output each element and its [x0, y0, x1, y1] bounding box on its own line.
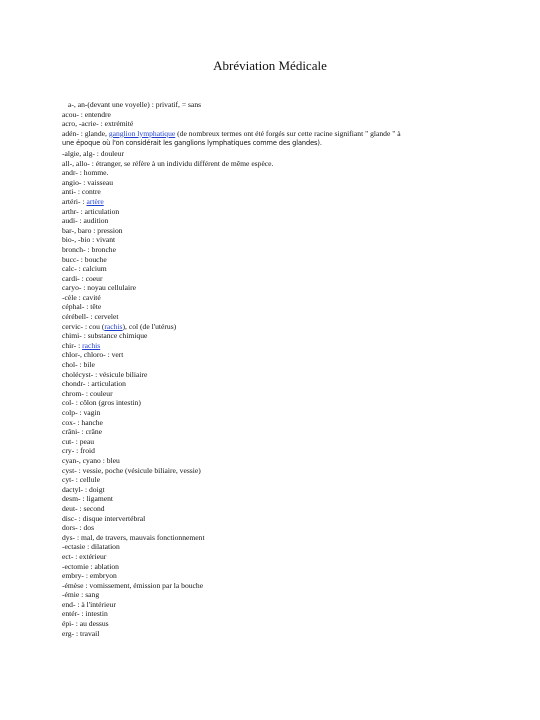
list-item: -émèse : vomissement, émission par la bouche [62, 580, 204, 590]
list-item [62, 341, 502, 351]
list-item: chrom- : couleur [62, 388, 113, 398]
list-item: dors- : dos [62, 523, 95, 533]
entry-continuation: une époque où l'on considérait les ganglions lymphatiques comme des glandes). [62, 139, 322, 148]
list-item: ect- : extérieur [62, 551, 107, 561]
list-item: bucc- : bouche [62, 254, 107, 264]
list-item: end- : à l'intérieur [62, 599, 116, 609]
page-title: Abréviation Médicale [213, 58, 327, 73]
list-item: anti- : contre [62, 187, 101, 197]
list-item: -cèle : cavité [62, 292, 101, 302]
entry-text: cervic- : cou ( [62, 321, 105, 331]
list-item: dactyl- : doigt [62, 484, 105, 494]
list-item: angio- : vaisseau [62, 177, 114, 187]
list-item: col- : côlon (gros intestin) [62, 398, 141, 408]
list-item: céphal- : tête [62, 302, 102, 312]
list-item: entér- : intestin [62, 609, 108, 619]
list-item [62, 322, 502, 332]
entry-link[interactable]: rachis [82, 340, 101, 350]
list-item: arthr- : articulation [62, 206, 120, 216]
list-item: dys- : mal, de travers, mauvais fonctionnement [62, 532, 205, 542]
list-item: épi- : au dessus [62, 619, 109, 629]
list-item: chimi- : substance chimique [62, 331, 148, 341]
list-item: acro, -acrie- : extrémité [62, 119, 134, 129]
list-item: disc- : disque intervertébral [62, 513, 146, 523]
list-item: a-, an-(devant une voyelle) : privatif, = sans [68, 100, 202, 109]
list-item: all-, allo- : étranger, se réfère à un individu différent de même espèce. [62, 158, 274, 168]
entry-text: chir- : [62, 340, 83, 350]
list-item: crâni- : crâne [62, 427, 103, 437]
list-item: acou- : entendre [62, 109, 111, 119]
list-item: embry- : embryon [62, 571, 117, 581]
entry-text: artéri- : [62, 196, 87, 206]
list-item: -algie, alg- : douleur [62, 148, 124, 158]
list-item: cyan-, cyano : bleu [62, 455, 120, 465]
list-item: audi- : audition [62, 216, 109, 226]
list-item: chondr- : articulation [62, 379, 126, 389]
list-item: -ectasie : dilatation [62, 542, 120, 552]
entry-link[interactable]: rachis [104, 321, 123, 331]
list-item: cut- : peau [62, 436, 95, 446]
list-item: deut- : second [62, 503, 105, 513]
list-item [62, 129, 502, 149]
list-item: chol- : bile [62, 360, 95, 370]
list-item: cholécyst- : vésicule biliaire [62, 369, 148, 379]
entry-link[interactable]: artère [86, 196, 104, 206]
list-item: cérébell- : cervelet [62, 312, 119, 322]
list-item: andr- : homme. [62, 168, 109, 178]
list-item: colp- : vagin [62, 408, 101, 417]
list-item: -ectomie : ablation [62, 561, 119, 571]
entry-link[interactable]: ganglion lymphatique [108, 128, 176, 138]
list-item: bio-, -bio : vivant [62, 235, 116, 245]
abbreviation-list [62, 100, 502, 638]
list-item: -émie : sang [62, 590, 100, 600]
list-item: calc- : calcium [62, 264, 107, 274]
list-item [62, 197, 502, 207]
list-item: cry- : froid [62, 446, 95, 456]
list-item: bar-, baro : pression [62, 225, 123, 235]
list-item: chlor-, chloro- : vert [62, 350, 124, 360]
list-item: caryo- : noyau cellulaire [62, 283, 137, 293]
list-item: erg- : travail [62, 628, 100, 638]
list-item: cardi- : coeur [62, 273, 103, 283]
list-item: cyst- : vessie, poche (vésicule biliaire, vessie) [62, 465, 201, 475]
list-item: cyt- : cellule [62, 475, 100, 485]
list-item: desm- : ligament [62, 494, 114, 504]
entry-text: (de nombreux termes ont été forgés sur cette racine signifiant " glande " à [175, 128, 401, 138]
entry-text: ), col (de l'utérus) [122, 321, 177, 331]
list-item: cox- : hanche [62, 417, 103, 427]
list-item: bronch- : bronche [62, 244, 116, 254]
entry-text: adén- : glande, [62, 128, 109, 138]
